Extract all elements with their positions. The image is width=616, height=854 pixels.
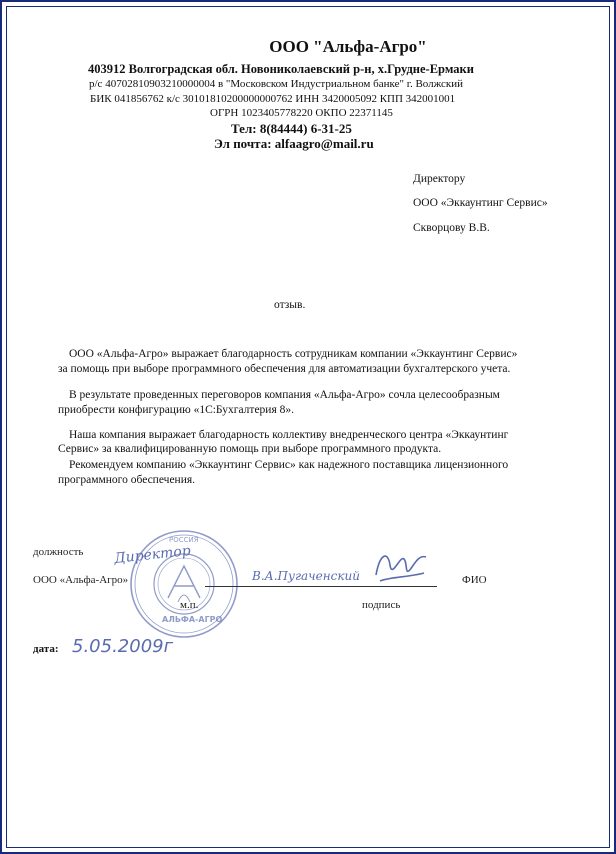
- body-paragraph-1-line-2: за помощь при выборе программного обеспечения для автоматизации бухгалтерского учета.: [58, 363, 511, 375]
- position-label: должность: [33, 546, 84, 558]
- body-paragraph-3-line-2: Сервис» за квалифицированную помощь при выборе программного продукта.: [58, 443, 442, 455]
- body-paragraph-4-line-2: программного обеспечения.: [58, 474, 196, 486]
- full-name-label: ФИО: [462, 574, 487, 586]
- letterhead-company: ООО "Альфа-Агро": [269, 37, 427, 56]
- date-label: дата:: [33, 643, 59, 655]
- stamp-place-label: м.п.: [180, 599, 199, 611]
- recipient-name: Скворцову В.В.: [413, 222, 490, 234]
- svg-text:В.А.Пугаченский: В.А.Пугаченский: [252, 569, 360, 583]
- letterhead-ogrn: ОГРН 1023405778220 ОКПО 22371145: [210, 107, 393, 119]
- signature-label: подпись: [362, 599, 401, 611]
- recipient-company: ООО «Эккаунтинг Сервис»: [413, 197, 548, 209]
- letter-title: отзыв.: [274, 299, 306, 311]
- letterhead-phone: Тел: 8(84444) 6-31-25: [231, 121, 352, 136]
- signer-organization: ООО «Альфа-Агро»: [33, 574, 129, 586]
- handwritten-position: [112, 538, 212, 568]
- letterhead-email: Эл почта: alfaagro@mail.ru: [214, 136, 374, 151]
- handwritten-date: 5.05.2009г: [72, 636, 174, 657]
- svg-text:Директор: Директор: [113, 543, 192, 567]
- recipient-position: Директору: [413, 173, 466, 185]
- handwritten-signature: [370, 545, 430, 590]
- body-paragraph-4-line-1: Рекомендуем компанию «Эккаунтинг Сервис» как надежного поставщика лицензионного: [69, 459, 509, 471]
- body-paragraph-1-line-1: ООО «Альфа-Агро» выражает благодарность сотрудникам компании «Эккаунтинг Сервис»: [69, 348, 518, 360]
- body-paragraph-3-line-1: Наша компания выражает благодарность коллективу внедренческого центра «Эккаунтинг: [69, 429, 509, 441]
- letterhead-bank-ids: БИК 041856762 к/с 30101810200000000762 ИНН 3420005092 КПП 342001001: [90, 93, 456, 105]
- body-paragraph-2-line-2: приобрести конфигурацию «1С:Бухгалтерия 8».: [58, 404, 294, 416]
- handwritten-name: [250, 562, 370, 588]
- letterhead-address: 403912 Волгоградская обл. Новониколаевский р-н, х.Грудне-Ермаки: [88, 62, 474, 76]
- body-paragraph-2-line-1: В результате проведенных переговоров компания «Альфа-Агро» сочла целесообразным: [69, 389, 500, 401]
- stamp-text-top: РОССИЯ: [169, 536, 199, 544]
- letterhead-account: р/с 40702810903210000004 в "Московском Индустриальном банке" г. Волжский: [89, 78, 464, 90]
- stamp-text-name: АЛЬФА-АГРО: [162, 615, 223, 624]
